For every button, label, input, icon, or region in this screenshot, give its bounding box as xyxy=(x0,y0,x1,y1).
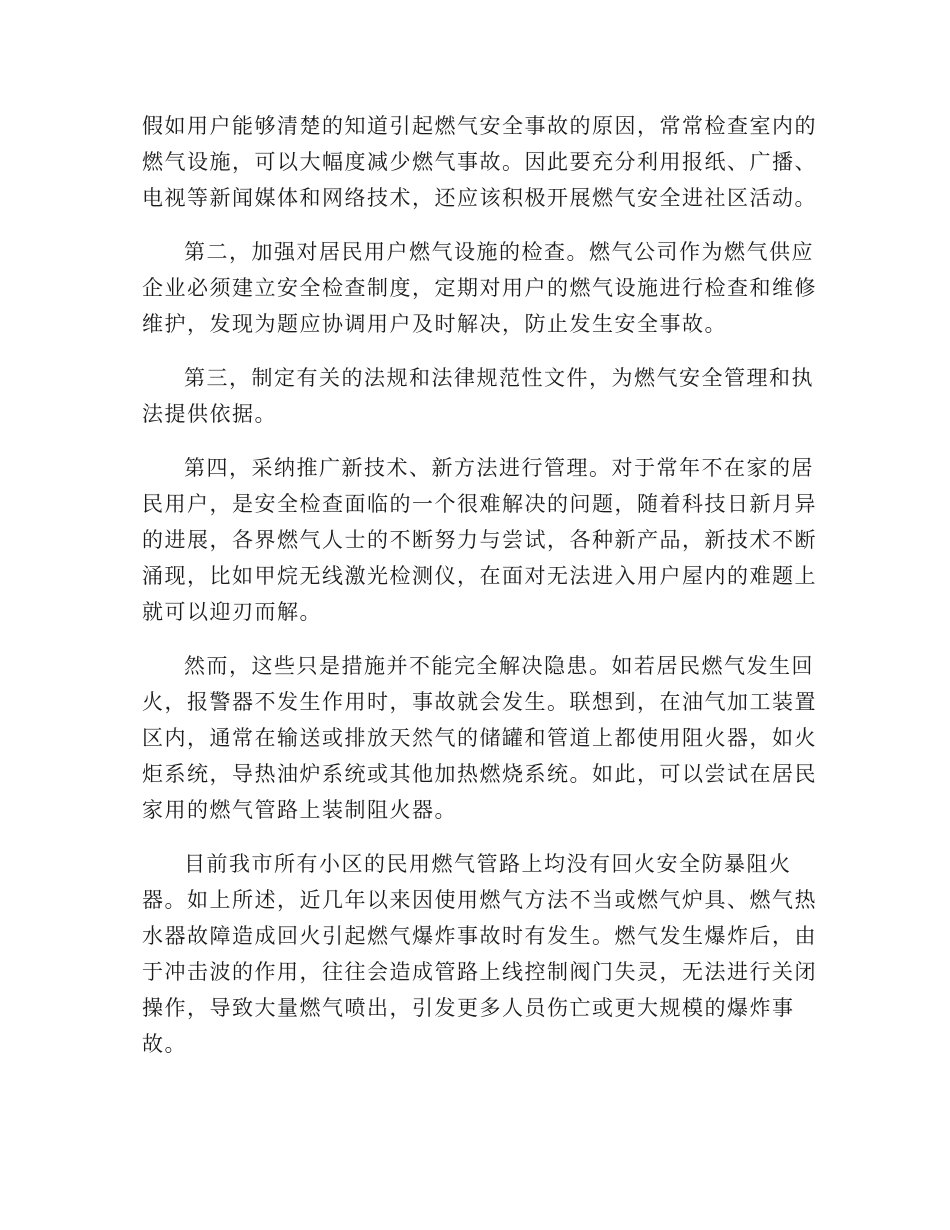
text-line: 火，报警器不发生作用时，事故就会发生。联想到，在油气加工装置 xyxy=(142,690,817,714)
text-line: 就可以迎刃而解。 xyxy=(142,600,322,624)
text-line: 涌现，比如甲烷无线激光检测仪，在面对无法进入用户屋内的难题上 xyxy=(142,564,817,588)
text-line: 民用户，是安全检查面临的一个很难解决的问题，随着科技日新月异 xyxy=(142,492,817,516)
paragraph-6 xyxy=(142,846,817,1062)
document-body xyxy=(142,108,817,1080)
paragraph-4 xyxy=(142,450,817,630)
text-line: 法提供依据。 xyxy=(142,402,277,426)
text-line: 炬系统，导热油炉系统或其他加热燃烧系统。如此，可以尝试在居民 xyxy=(142,762,817,786)
text-line: 电视等新闻媒体和网络技术，还应该积极开展燃气安全进社区活动。 xyxy=(142,186,817,210)
text-line: 故。 xyxy=(142,1032,187,1056)
text-line: 目前我市所有小区的民用燃气管路上均没有回火安全防暴阻火 xyxy=(184,852,792,876)
text-line: 器。如上所述，近几年以来因使用燃气方法不当或燃气炉具、燃气热 xyxy=(142,888,817,912)
text-line: 家用的燃气管路上装制阻火器。 xyxy=(142,798,457,822)
text-line: 企业必须建立安全检查制度，定期对用户的燃气设施进行检查和维修 xyxy=(142,276,817,300)
text-line: 第二，加强对居民用户燃气设施的检查。燃气公司作为燃气供应 xyxy=(184,240,814,264)
text-line: 操作，导致大量燃气喷出，引发更多人员伤亡或更大规模的爆炸事 xyxy=(142,996,795,1020)
paragraph-5 xyxy=(142,648,817,828)
text-line: 区内，通常在输送或排放天然气的储罐和管道上都使用阻火器，如火 xyxy=(142,726,817,750)
text-line: 维护，发现为题应协调用户及时解决，防止发生安全事故。 xyxy=(142,312,727,336)
text-line: 假如用户能够清楚的知道引起燃气安全事故的原因，常常检查室内的 xyxy=(142,114,817,138)
text-line: 第四，采纳推广新技术、新方法进行管理。对于常年不在家的居 xyxy=(184,456,814,480)
text-line: 水器故障造成回火引起燃气爆炸事故时有发生。燃气发生爆炸后，由 xyxy=(142,924,817,948)
text-line: 的进展，各界燃气人士的不断努力与尝试，各种新产品，新技术不断 xyxy=(142,528,817,552)
text-line: 第三，制定有关的法规和法律规范性文件，为燃气安全管理和执 xyxy=(184,366,814,390)
text-line: 然而，这些只是措施并不能完全解决隐患。如若居民燃气发生回 xyxy=(184,654,814,678)
text-line: 于冲击波的作用，往往会造成管路上线控制阀门失灵，无法进行关闭 xyxy=(142,960,817,984)
text-line: 燃气设施，可以大幅度减少燃气事故。因此要充分利用报纸、广播、 xyxy=(142,150,817,174)
paragraph-2 xyxy=(142,234,817,342)
paragraph-3 xyxy=(142,360,814,432)
paragraph-1 xyxy=(142,108,817,216)
